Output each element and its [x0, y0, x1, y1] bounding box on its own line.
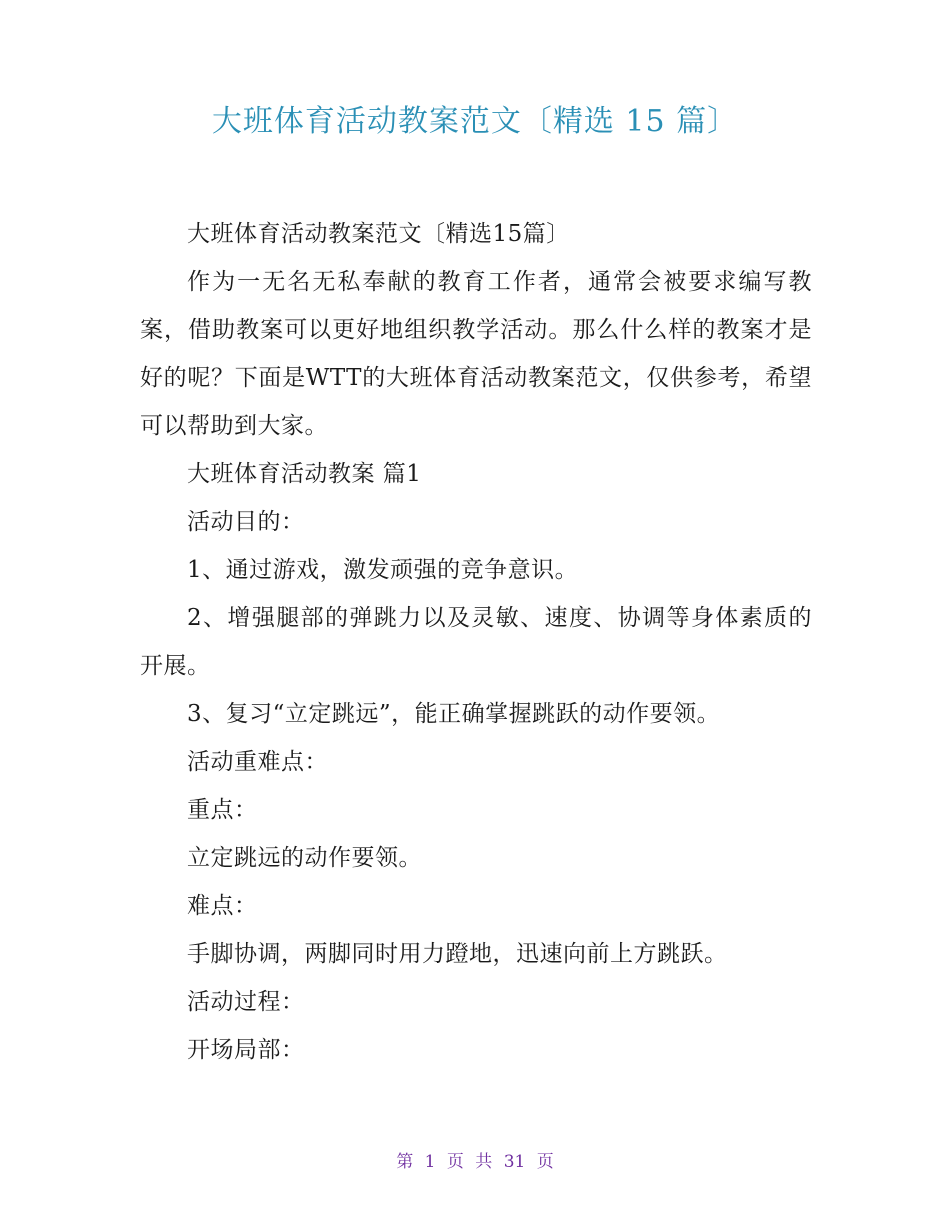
document-title: 大班体育活动教案范文〔精选 15 篇〕 [211, 104, 739, 139]
paragraph-activity-goal-label: 活动目的： [187, 509, 305, 535]
paragraph-goal-3: 3、复习“立定跳远”，能正确掌握跳跃的动作要领。 [187, 701, 721, 727]
paragraph-process-label: 活动过程： [187, 989, 305, 1015]
paragraph-goal-2: 2、增强腿部的弹跳力以及灵敏、速度、协调等身体素质的开展。 [140, 605, 812, 679]
paragraph-subtitle: 大班体育活动教案范文〔精选15篇〕 [187, 221, 570, 247]
paragraph-key-point-label: 重点： [187, 797, 258, 823]
paragraph-intro: 作为一无名无私奉献的教育工作者，通常会被要求编写教案，借助教案可以更好地组织教学活动。那么什么样的教案才是好的呢？下面是WTT的大班体育活动教案范文，仅供参考，希望可以帮助到大家。 [140, 269, 812, 439]
document-body [140, 210, 812, 1074]
paragraph-key-difficulty-label: 活动重难点： [187, 749, 328, 775]
paragraph-opening-label: 开场局部： [187, 1037, 305, 1063]
paragraph-difficulty-label: 难点： [187, 893, 258, 919]
paragraph-difficulty: 手脚协调，两脚同时用力蹬地，迅速向前上方跳跃。 [187, 941, 728, 967]
paragraph-goal-1: 1、通过游戏，激发顽强的竞争意识。 [187, 557, 579, 583]
paragraph-section-heading: 大班体育活动教案 篇1 [187, 461, 422, 487]
paragraph-key-point: 立定跳远的动作要领。 [187, 845, 422, 871]
page-number-footer: 第 1 页 共 31 页 [396, 1152, 554, 1172]
